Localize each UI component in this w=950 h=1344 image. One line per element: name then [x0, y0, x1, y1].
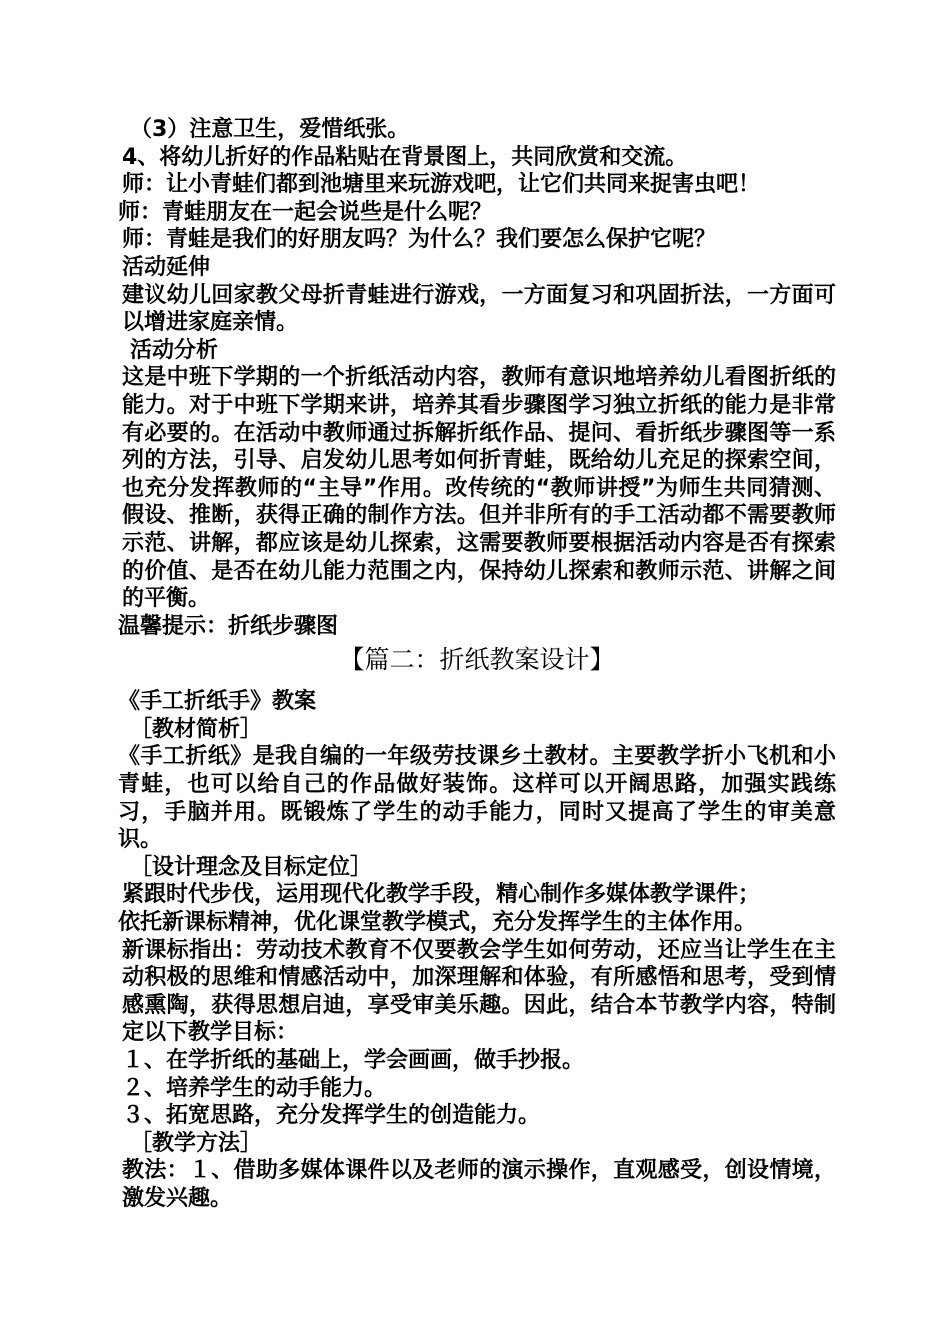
- goal-item-2: ２、培养学生的动手能力。: [122, 1075, 387, 1101]
- paragraph-extension: 建议幼儿回家教父母折青蛙进行游戏，一方面复习和巩固折法，一方面可以增进家庭亲情。: [122, 282, 836, 336]
- part-two-heading: 【篇二：折纸教案设计】: [339, 645, 615, 675]
- paragraph-analysis: 这是中班下学期的一个折纸活动内容，教师有意识地培养幼儿看图折纸的能力。对于中班下学期来讲，培养其看步骤图学习独立折纸的能力是非常有必要的。在活动中教师通过拆解折纸作品、提问、看折纸步骤图等一系列的方法，引导、启发幼儿思考如何折青蛙，既给幼儿充足的探索空间，也充分发挥教师的“主导”作用。改传统的“教师讲授”为师生共同猜测、假设、推断，获得正确的制作方法。但并非所有的手工活动都不需要教师示范、讲解，都应该是幼儿探索，这需要教师要根据活动内容是否有探索的价值、是否在幼儿能力范围之内，保持幼儿探索和教师示范、讲解之间的平衡。: [122, 365, 836, 612]
- tip-line: 温馨提示：折纸步骤图: [118, 613, 339, 639]
- teacher-line-3: 师：青蛙是我们的好朋友吗？为什么？我们要怎么保护它呢？: [122, 227, 717, 253]
- paragraph-material: 《手工折纸》是我自编的一年级劳技课乡土教材。主要教学折小飞机和小青蛙，也可以给自己的作品做好装饰。这样可以开阔思路，加强实践练习，手脑并用。既锻炼了学生的动手能力，同时又提高了学生的审美意识。: [118, 744, 836, 853]
- document-page: [118, 116, 836, 1213]
- goal-item-1: １、在学折纸的基础上，学会画画，做手抄报。: [122, 1048, 585, 1073]
- goal-item-3: ３、拓宽思路，充分发挥学生的创造能力。: [122, 1103, 541, 1129]
- design-line-1: 紧跟时代步伐，运用现代化教学手段，精心制作多媒体教学课件；: [122, 882, 761, 908]
- section-heading-extension: 活动延伸: [122, 254, 211, 280]
- document-title: 《手工折纸手》教案: [118, 689, 317, 715]
- teacher-line-2: 师：青蛙朋友在一起会说些是什么呢？: [118, 199, 493, 225]
- teacher-line-1: 师：让小青蛙们都到池塘里来玩游戏吧，让它们共同来捉害虫吧！: [122, 172, 761, 198]
- section-heading-material: ［教材简析］: [130, 716, 263, 742]
- hygiene-note: （3）注意卫生，爱惜纸张。: [130, 117, 410, 142]
- design-line-2: 依托新课标精神，优化课堂教学模式，充分发挥学生的主体作用。: [118, 910, 757, 936]
- section-heading-design: ［设计理念及目标定位］: [130, 854, 373, 880]
- section-heading-method: ［教学方法］: [130, 1130, 263, 1156]
- paragraph-standard: 新课标指出：劳动技术教育不仅要教会学生如何劳动，还应当让学生在主动积极的思维和情感活动中，加深理解和体验，有所感悟和思考，受到情感熏陶，获得思想启迪，享受审美乐趣。因此，结合本节教学内容，特制定以下教学目标：: [122, 937, 836, 1046]
- paragraph-method: 教法：１、借助多媒体课件以及老师的演示操作，直观感受，创设情境，激发兴趣。: [122, 1158, 836, 1211]
- step-4-line: 4、将幼儿折好的作品粘贴在背景图上，共同欣赏和交流。: [122, 144, 688, 170]
- section-heading-analysis: 活动分析: [130, 337, 219, 363]
